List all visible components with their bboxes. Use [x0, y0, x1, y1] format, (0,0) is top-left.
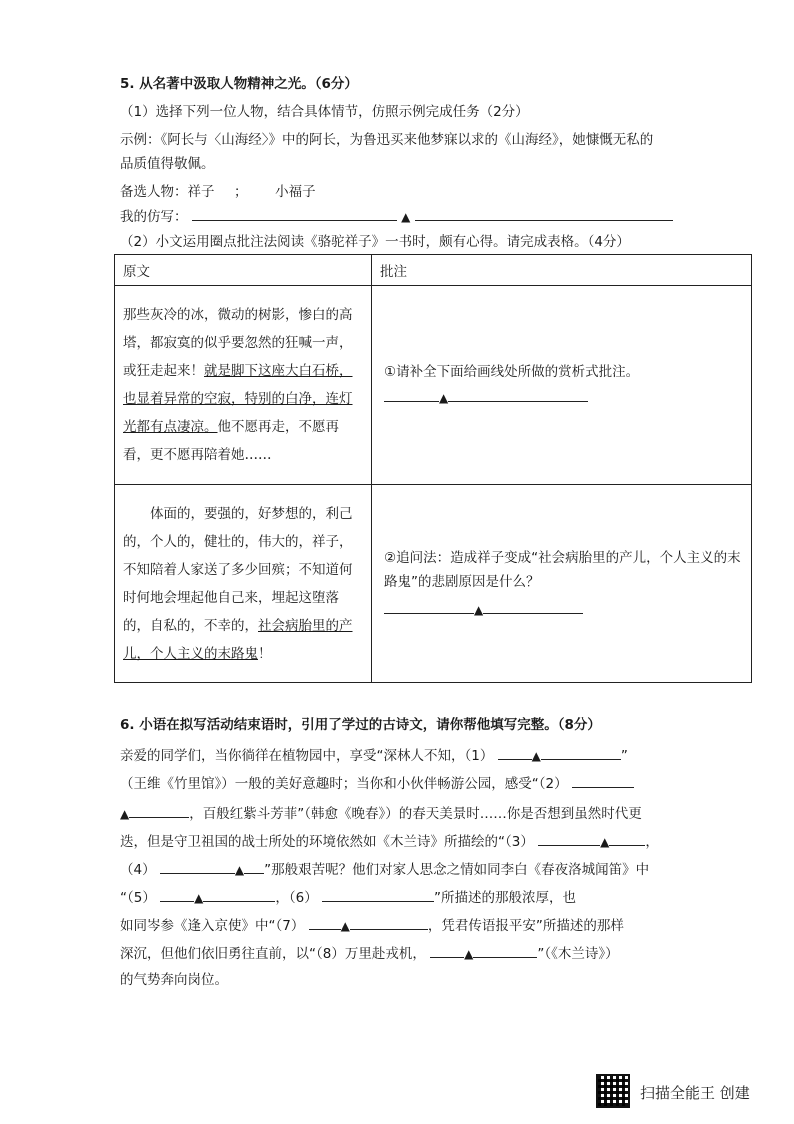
q6-title: 6. 小语在拟写活动结束语时，引用了学过的古诗文，请你帮他填写完整。（8分） [120, 717, 601, 733]
q6-line5 [120, 858, 649, 878]
row1-blank-left[interactable] [384, 387, 439, 402]
blank-5-left[interactable] [160, 887, 194, 902]
triangle-marker: ▲ [194, 891, 204, 905]
q6-l5-label: （4） [120, 862, 156, 878]
q5-example-line1: 示例：《阿长与〈山海经〉》中的阿长，为鲁迅买来他梦寐以求的《山海经》，她慷慨无私的 [120, 132, 654, 148]
q6-l7-text-b: ，凭君传语报平安”所描述的那样 [427, 918, 624, 934]
table-row [115, 485, 752, 683]
triangle-marker: ▲ [401, 210, 411, 224]
table-row [115, 286, 752, 485]
imitation-label: 我的仿写： [120, 209, 188, 225]
triangle-marker: ▲ [439, 391, 449, 405]
row1-note-cell [372, 286, 752, 485]
candidate-separator: ； [234, 184, 248, 200]
q5-sub1: （1）选择下列一位人物，结合具体情节，仿照示例完成任务（2分） [120, 104, 529, 120]
q6-l5-text: ”那般艰苦呢？他们对家人思念之情如同李白《春夜洛城闻笛》中 [264, 862, 650, 878]
triangle-marker: ▲ [234, 863, 245, 877]
row1-text-b: 他不愿再走，不愿再看，更不愿再陪着她…… [123, 419, 339, 463]
row1-original-cell [115, 286, 372, 485]
q6-line3 [120, 802, 642, 822]
blank-2-top[interactable] [572, 773, 634, 788]
row1-blank-right[interactable] [448, 387, 588, 402]
blank-6[interactable] [322, 887, 434, 902]
q5-example-line2: 品质值得敬佩。 [120, 156, 215, 172]
row2-text-underlined: 社会病胎里的产儿，个人主义的末路鬼 [123, 617, 353, 662]
q6-line7 [120, 914, 624, 934]
header-original: 原文 [115, 255, 372, 286]
header-annotation: 批注 [372, 255, 752, 286]
row2-blank-left[interactable] [384, 599, 474, 614]
q6-l2-text: （王维《竹里馆》）一般的美好意趣时；当你和小伙伴畅游公园，感受“（2） [120, 776, 568, 792]
table-header-row [115, 255, 752, 286]
row1-original-text [115, 295, 371, 475]
blank-3-left[interactable] [538, 831, 600, 846]
q6-l6-label6: ，（6） [275, 890, 318, 906]
q5-candidates [120, 180, 316, 200]
q5-imitation-row [120, 205, 673, 225]
q6-line8 [120, 942, 619, 962]
q5-title: 5. 从名著中汲取人物精神之光。（6分） [120, 76, 358, 92]
row2-note-cell [372, 485, 752, 683]
q6-l1-text: 亲爱的同学们，当你徜徉在植物园中，享受“深林人不知，（1） [120, 748, 494, 764]
candidate-second: 小福子 [275, 184, 316, 200]
q6-line4 [120, 830, 659, 850]
q6-line6 [120, 886, 576, 906]
triangle-marker: ▲ [531, 749, 541, 763]
scanner-watermark: 扫描全能王 创建 [640, 1084, 750, 1102]
blank-3-right[interactable] [609, 831, 645, 846]
row2-text-a: 体面的，要强的，好梦想的，利己的，个人的，健壮的，伟大的，祥子，不知陪着人家送了多少回殡；不知道何时何地会埋起他自己来，埋起这堕落的，自私的，不幸的， [123, 505, 353, 634]
q6-l6-label5: “（5） [120, 890, 156, 906]
q6-line1 [120, 744, 628, 764]
blank-8-right[interactable] [473, 943, 537, 958]
blank-2-bottom[interactable] [129, 803, 189, 818]
q6-l7-text: 如同岑参《逢入京使》中“（7） [120, 918, 305, 934]
q6-l1-quote: ” [620, 748, 628, 764]
row2-blank-right[interactable] [483, 599, 583, 614]
blank-1-left[interactable] [498, 745, 532, 760]
blank-5-right[interactable] [203, 887, 275, 902]
row2-original-cell [115, 485, 372, 683]
row2-original-text [115, 494, 371, 674]
triangle-marker: ▲ [120, 807, 130, 821]
row2-note: ②追问法：造成祥子变成“社会病胎里的产儿，个人主义的末路鬼”的悲剧原因是什么？ [384, 549, 741, 590]
blank-4-left[interactable] [160, 859, 235, 874]
q6-l3-text: ，百般红紫斗芳菲”（韩愈《晚春》）的春天美景时……你是否想到虽然时代更 [189, 806, 642, 822]
blank-4-right[interactable] [244, 859, 264, 874]
triangle-marker: ▲ [464, 947, 474, 961]
row1-answer-row [384, 386, 743, 410]
row1-text-a: 那些灰冷的冰，微动的树影，惨白的高塔，都寂寞的似乎要忽然的狂喊一声，或狂走起来！ [123, 307, 353, 379]
blank-1-right[interactable] [541, 745, 621, 760]
annotation-table [114, 254, 752, 683]
candidate-label: 备选人物：祥子 [120, 184, 215, 200]
q6-l4-comma: ， [645, 834, 659, 850]
q6-l6-text: ”所描述的那般浓厚，也 [434, 890, 577, 906]
q6-l8-text-b: ”（《木兰诗》） [537, 946, 619, 962]
q6-line2 [120, 772, 634, 792]
triangle-marker: ▲ [600, 835, 610, 849]
row1-text-underlined: 就是脚下这座大白石桥，也显着异常的空寂，特别的白净，连灯光都有点凄凉。 [123, 363, 353, 435]
blank-7-left[interactable] [309, 915, 341, 930]
triangle-marker: ▲ [340, 919, 350, 933]
row1-note: ①请补全下面给画线处所做的赏析式批注。 [384, 364, 640, 380]
q6-line9: 的气势奔向岗位。 [120, 972, 228, 988]
blank-7-right[interactable] [350, 915, 428, 930]
q6-l8-text: 深沉，但他们依旧勇往直前，以“（8）万里赴戎机， [120, 946, 426, 962]
qr-code-icon [596, 1074, 630, 1108]
q6-l4-text: 迭，但是守卫祖国的战士所处的环境依然如《木兰诗》所描绘的“（3） [120, 834, 534, 850]
triangle-marker: ▲ [474, 602, 484, 617]
imitation-blank-left[interactable] [192, 206, 397, 221]
blank-8-left[interactable] [430, 943, 464, 958]
q5-sub2: （2）小文运用圈点批注法阅读《骆驼祥子》一书时，颇有心得。请完成表格。（4分） [120, 234, 630, 250]
row2-text-b: ！ [258, 645, 272, 662]
row2-answer-row [384, 598, 743, 622]
imitation-blank-right[interactable] [415, 206, 673, 221]
